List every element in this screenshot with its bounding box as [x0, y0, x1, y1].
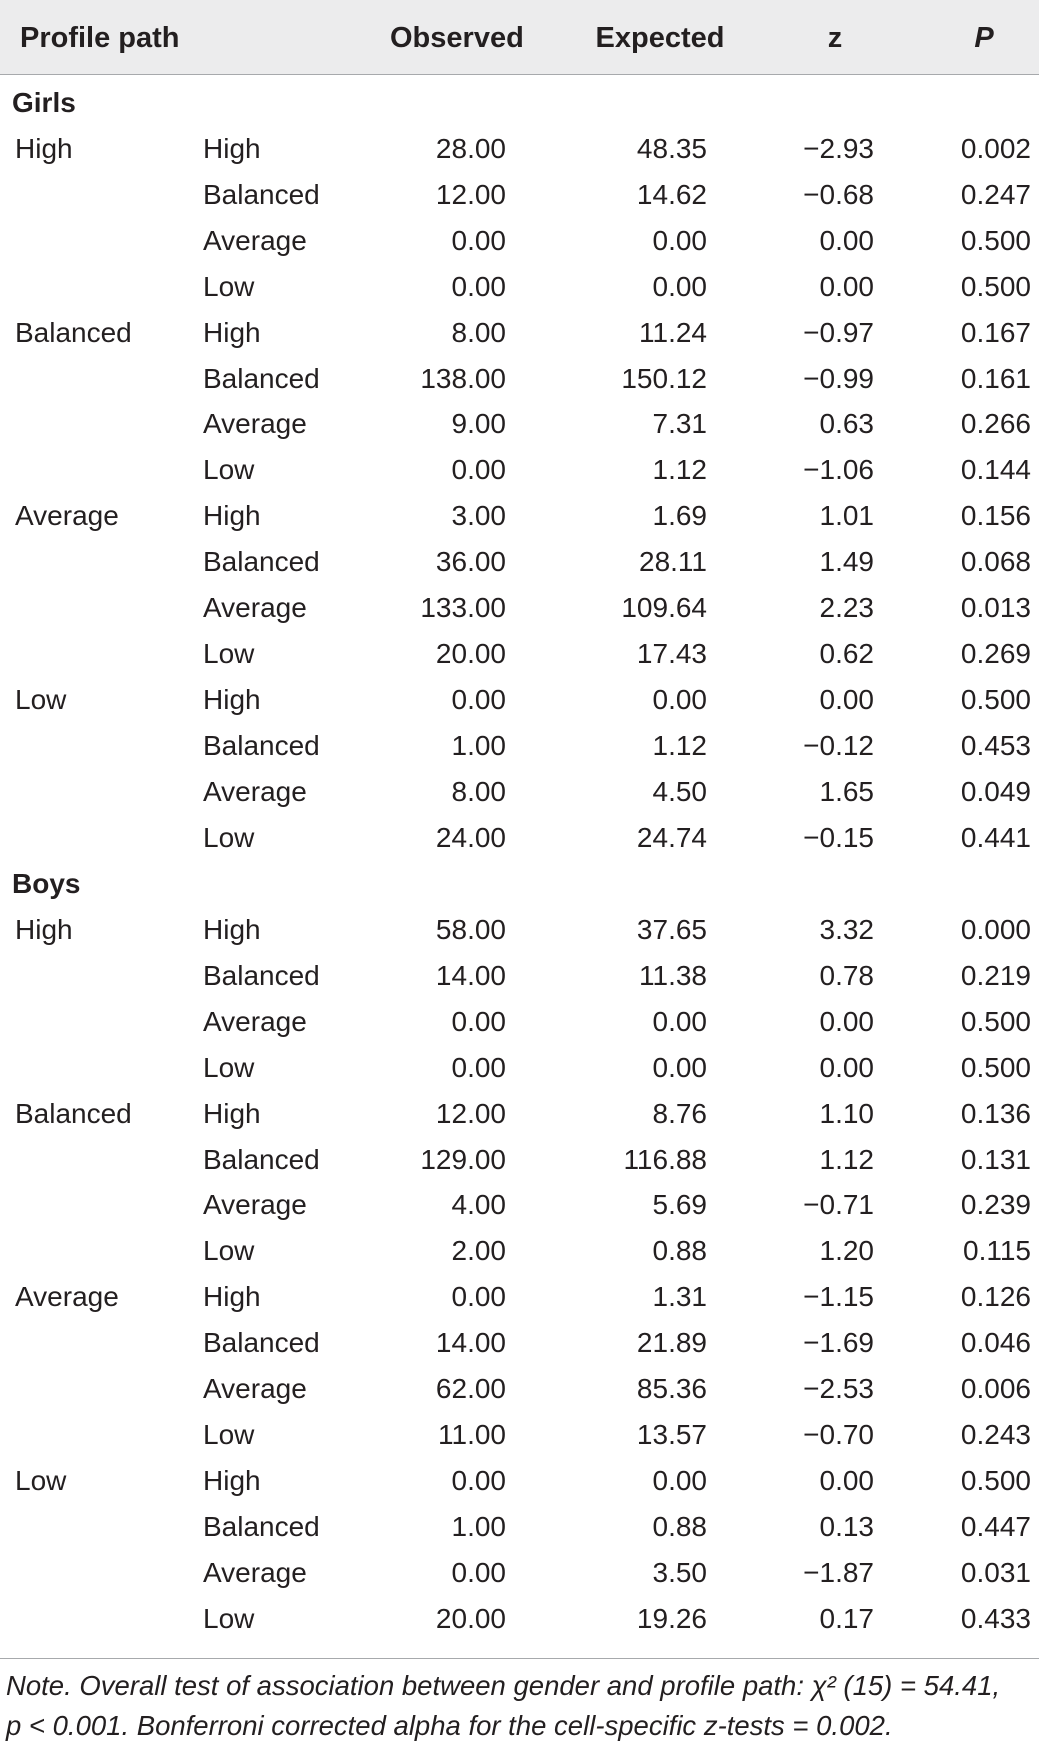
- cell-observed: 8.00: [451, 316, 506, 348]
- cell-expected: 1.12: [652, 454, 707, 486]
- cell-p: 0.500: [960, 1005, 1031, 1037]
- cell-to-profile: Average: [203, 1556, 307, 1588]
- cell-to-profile: Average: [203, 408, 307, 440]
- cell-expected: 8.76: [652, 1097, 707, 1129]
- cell-z: 0.00: [819, 1051, 874, 1083]
- table-row: [0, 218, 1039, 264]
- table-row: [0, 172, 1039, 218]
- cell-p: 0.013: [960, 592, 1031, 623]
- cell-expected: 19.26: [636, 1602, 707, 1634]
- cell-expected: 0.00: [652, 1051, 707, 1083]
- cell-to-profile: Balanced: [203, 1143, 320, 1175]
- cell-p: 0.115: [963, 1235, 1031, 1267]
- cell-z: −0.15: [803, 821, 874, 853]
- cell-expected: 21.89: [636, 1327, 707, 1359]
- cell-expected: 0.00: [652, 224, 707, 256]
- cell-z: 2.23: [819, 592, 874, 623]
- cell-p: 0.239: [960, 1189, 1031, 1221]
- cell-from-profile: Average: [15, 500, 119, 532]
- cell-expected: 24.74: [636, 821, 707, 853]
- cell-to-profile: Balanced: [203, 178, 320, 210]
- cell-expected: 11.38: [639, 959, 707, 991]
- note-line-1: Note. Overall test of association between gender and profile path: χ² (15) = 54.41,: [6, 1670, 1001, 1701]
- cell-to-profile: Low: [203, 270, 255, 302]
- cell-p: 0.136: [960, 1097, 1031, 1129]
- table-row: [0, 126, 1039, 172]
- table-row: [0, 1137, 1039, 1183]
- cell-observed: 1.00: [451, 729, 506, 761]
- cell-to-profile: High: [203, 914, 261, 945]
- cell-observed: 0.00: [451, 454, 506, 486]
- cell-z: 0.62: [819, 637, 874, 669]
- cell-observed: 28.00: [435, 133, 506, 164]
- table-row: [0, 585, 1039, 631]
- cell-z: 0.63: [819, 408, 874, 440]
- cell-observed: 9.00: [451, 408, 506, 440]
- cell-p: 0.500: [960, 270, 1031, 302]
- cell-to-profile: Average: [203, 1005, 307, 1037]
- table-note: [6, 1666, 1036, 1746]
- table-row: [0, 1458, 1039, 1504]
- cell-p: 0.243: [960, 1418, 1031, 1450]
- cell-to-profile: Low: [203, 637, 255, 669]
- group-label: Boys: [12, 868, 81, 899]
- cell-expected: 0.88: [652, 1510, 707, 1542]
- cell-z: 0.00: [819, 1464, 874, 1496]
- cell-p: 0.441: [960, 821, 1031, 853]
- header-expected: Expected: [595, 22, 725, 54]
- cell-to-profile: Balanced: [203, 1510, 320, 1542]
- cell-to-profile: Balanced: [203, 1327, 320, 1359]
- cell-expected: 116.88: [623, 1143, 707, 1175]
- cell-to-profile: Balanced: [203, 729, 320, 761]
- cell-observed: 12.00: [435, 178, 506, 210]
- cell-observed: 58.00: [435, 914, 506, 945]
- cell-observed: 0.00: [451, 1556, 506, 1588]
- cell-expected: 48.35: [636, 133, 707, 164]
- cell-z: −2.93: [803, 133, 874, 164]
- cell-observed: 0.00: [451, 1281, 506, 1313]
- cell-z: 1.65: [819, 775, 874, 807]
- cell-p: 0.433: [960, 1602, 1031, 1634]
- cell-z: 3.32: [819, 914, 874, 945]
- cell-observed: 1.00: [451, 1510, 506, 1542]
- cell-z: −2.53: [803, 1373, 874, 1404]
- cell-to-profile: Low: [203, 1602, 255, 1634]
- table-bottom-rule: [0, 1658, 1039, 1659]
- cell-z: −1.15: [803, 1281, 874, 1313]
- cell-expected: 14.62: [636, 178, 707, 210]
- group-label: Girls: [12, 87, 76, 118]
- cell-expected: 0.00: [652, 1005, 707, 1037]
- table-row: [0, 723, 1039, 769]
- cell-observed: 0.00: [451, 683, 506, 715]
- cell-expected: 37.65: [636, 914, 707, 945]
- cell-expected: 1.31: [652, 1281, 707, 1313]
- cell-to-profile: High: [203, 500, 261, 532]
- cell-z: −1.69: [803, 1327, 874, 1359]
- cell-to-profile: Average: [203, 1373, 307, 1404]
- cell-to-profile: Average: [203, 592, 307, 623]
- cell-z: 1.01: [819, 500, 874, 532]
- cell-to-profile: High: [203, 1097, 261, 1129]
- cell-z: 0.17: [819, 1602, 874, 1634]
- table-row: [0, 493, 1039, 539]
- cell-observed: 3.00: [451, 500, 506, 532]
- cell-observed: 20.00: [435, 637, 506, 669]
- table-row: [0, 815, 1039, 861]
- cell-from-profile: High: [15, 914, 73, 945]
- cell-expected: 28.11: [639, 546, 707, 578]
- cell-to-profile: Balanced: [203, 546, 320, 578]
- cell-observed: 0.00: [451, 270, 506, 302]
- table-row: [0, 1228, 1039, 1274]
- cell-z: 1.12: [819, 1143, 874, 1175]
- cell-expected: 13.57: [636, 1418, 707, 1450]
- cell-to-profile: Low: [203, 1418, 255, 1450]
- cell-expected: 0.88: [652, 1235, 707, 1267]
- cell-z: 1.49: [819, 546, 874, 578]
- table-row: [0, 447, 1039, 493]
- cell-z: −0.71: [803, 1189, 874, 1221]
- table-row: [0, 953, 1039, 999]
- cell-to-profile: Average: [203, 1189, 307, 1221]
- cell-z: −1.06: [803, 454, 874, 486]
- cell-observed: 36.00: [435, 546, 506, 578]
- cell-p: 0.000: [960, 914, 1031, 945]
- cell-p: 0.144: [960, 454, 1031, 486]
- cell-p: 0.131: [960, 1143, 1031, 1175]
- cell-z: 0.78: [819, 959, 874, 991]
- cell-from-profile: Low: [15, 683, 67, 715]
- cell-z: 0.00: [819, 270, 874, 302]
- cell-z: −0.70: [803, 1418, 874, 1450]
- cell-z: 0.00: [819, 683, 874, 715]
- cell-to-profile: Low: [203, 454, 255, 486]
- table-row: [0, 310, 1039, 356]
- table-row: [0, 356, 1039, 402]
- cell-to-profile: Balanced: [203, 362, 320, 394]
- note-line-2: p < 0.001. Bonferroni corrected alpha for the cell-specific z-tests = 0.002.: [6, 1710, 893, 1741]
- cell-to-profile: High: [203, 683, 261, 715]
- table-row: [0, 264, 1039, 310]
- cell-observed: 0.00: [451, 1051, 506, 1083]
- cell-from-profile: Average: [15, 1281, 119, 1313]
- table-row: [0, 1045, 1039, 1091]
- cell-from-profile: Low: [15, 1464, 67, 1496]
- cell-to-profile: Low: [203, 821, 255, 853]
- table-row: [0, 1504, 1039, 1550]
- table-row: [0, 1182, 1039, 1228]
- cell-p: 0.161: [960, 362, 1031, 394]
- cell-p: 0.219: [960, 959, 1031, 991]
- table-row: [0, 769, 1039, 815]
- cell-expected: 5.69: [652, 1189, 707, 1221]
- cell-z: −0.97: [803, 316, 874, 348]
- cell-observed: 20.00: [435, 1602, 506, 1634]
- cell-to-profile: High: [203, 1464, 261, 1496]
- cell-expected: 17.43: [636, 637, 707, 669]
- table-row: [0, 1091, 1039, 1137]
- table-row: [0, 1596, 1039, 1642]
- cell-p: 0.447: [960, 1510, 1031, 1542]
- cell-p: 0.049: [960, 775, 1031, 807]
- cell-p: 0.167: [960, 316, 1031, 348]
- cell-p: 0.266: [960, 408, 1031, 440]
- cell-to-profile: Average: [203, 224, 307, 256]
- cell-z: 0.00: [819, 224, 874, 256]
- cell-to-profile: Low: [203, 1051, 255, 1083]
- cell-p: 0.500: [960, 1464, 1031, 1496]
- table-row: [0, 999, 1039, 1045]
- cell-observed: 14.00: [435, 1327, 506, 1359]
- table-row: [0, 907, 1039, 953]
- cell-to-profile: High: [203, 133, 261, 164]
- table-row: [0, 1320, 1039, 1366]
- table-header: [0, 0, 1039, 75]
- cell-z: 0.13: [819, 1510, 874, 1542]
- cell-p: 0.006: [960, 1373, 1031, 1404]
- cell-observed: 0.00: [451, 1464, 506, 1496]
- cell-observed: 62.00: [435, 1373, 506, 1404]
- cell-to-profile: Low: [203, 1235, 255, 1267]
- cell-observed: 12.00: [435, 1097, 506, 1129]
- cell-expected: 0.00: [652, 270, 707, 302]
- table-row: [0, 1366, 1039, 1412]
- table-row: [0, 539, 1039, 585]
- table-row: [0, 1412, 1039, 1458]
- cell-p: 0.156: [960, 500, 1031, 532]
- cell-z: −0.68: [803, 178, 874, 210]
- cell-expected: 1.69: [652, 500, 707, 532]
- cell-z: −1.87: [803, 1556, 874, 1588]
- cell-z: 1.20: [819, 1235, 874, 1267]
- cell-z: −0.99: [803, 362, 874, 394]
- cell-p: 0.500: [960, 224, 1031, 256]
- cell-z: 1.10: [819, 1097, 874, 1129]
- cell-expected: 3.50: [652, 1556, 707, 1588]
- cell-expected: 1.12: [652, 729, 707, 761]
- cell-observed: 11.00: [438, 1418, 506, 1450]
- header-p: P: [974, 22, 994, 54]
- cell-expected: 11.24: [639, 316, 707, 348]
- table-row: [0, 401, 1039, 447]
- cell-observed: 138.00: [420, 362, 506, 394]
- cell-observed: 133.00: [420, 592, 506, 623]
- cell-p: 0.269: [960, 637, 1031, 669]
- cell-from-profile: Balanced: [15, 1097, 132, 1129]
- cell-expected: 7.31: [652, 408, 707, 440]
- cell-observed: 0.00: [451, 1005, 506, 1037]
- header-profile-path: Profile path: [20, 22, 180, 54]
- cell-observed: 8.00: [451, 775, 506, 807]
- cell-p: 0.002: [960, 133, 1031, 164]
- cell-z: −0.12: [803, 729, 874, 761]
- table-row: [0, 1550, 1039, 1596]
- header-z: z: [827, 22, 843, 54]
- cell-observed: 2.00: [451, 1235, 506, 1267]
- cell-observed: 14.00: [435, 959, 506, 991]
- cell-expected: 0.00: [652, 683, 707, 715]
- cell-expected: 85.36: [636, 1373, 707, 1404]
- table-row: [0, 677, 1039, 723]
- cell-p: 0.068: [960, 546, 1031, 578]
- cell-p: 0.126: [960, 1281, 1031, 1313]
- cell-p: 0.500: [960, 1051, 1031, 1083]
- cell-expected: 109.64: [621, 592, 707, 623]
- cell-to-profile: Balanced: [203, 959, 320, 991]
- cell-z: 0.00: [819, 1005, 874, 1037]
- cell-to-profile: High: [203, 1281, 261, 1313]
- cell-from-profile: High: [15, 133, 73, 164]
- cell-expected: 0.00: [652, 1464, 707, 1496]
- cell-observed: 0.00: [451, 224, 506, 256]
- cell-observed: 4.00: [451, 1189, 506, 1221]
- cell-p: 0.031: [960, 1556, 1031, 1588]
- cell-p: 0.046: [960, 1327, 1031, 1359]
- cell-to-profile: Average: [203, 775, 307, 807]
- cell-observed: 129.00: [420, 1143, 506, 1175]
- cell-expected: 4.50: [652, 775, 707, 807]
- table-row: [0, 631, 1039, 677]
- cell-p: 0.453: [960, 729, 1031, 761]
- cell-expected: 150.12: [621, 362, 707, 394]
- cell-observed: 24.00: [435, 821, 506, 853]
- cell-to-profile: High: [203, 316, 261, 348]
- table-row: [0, 1274, 1039, 1320]
- cell-from-profile: Balanced: [15, 316, 132, 348]
- cell-p: 0.247: [960, 178, 1031, 210]
- header-observed: Observed: [390, 22, 524, 54]
- cell-p: 0.500: [960, 683, 1031, 715]
